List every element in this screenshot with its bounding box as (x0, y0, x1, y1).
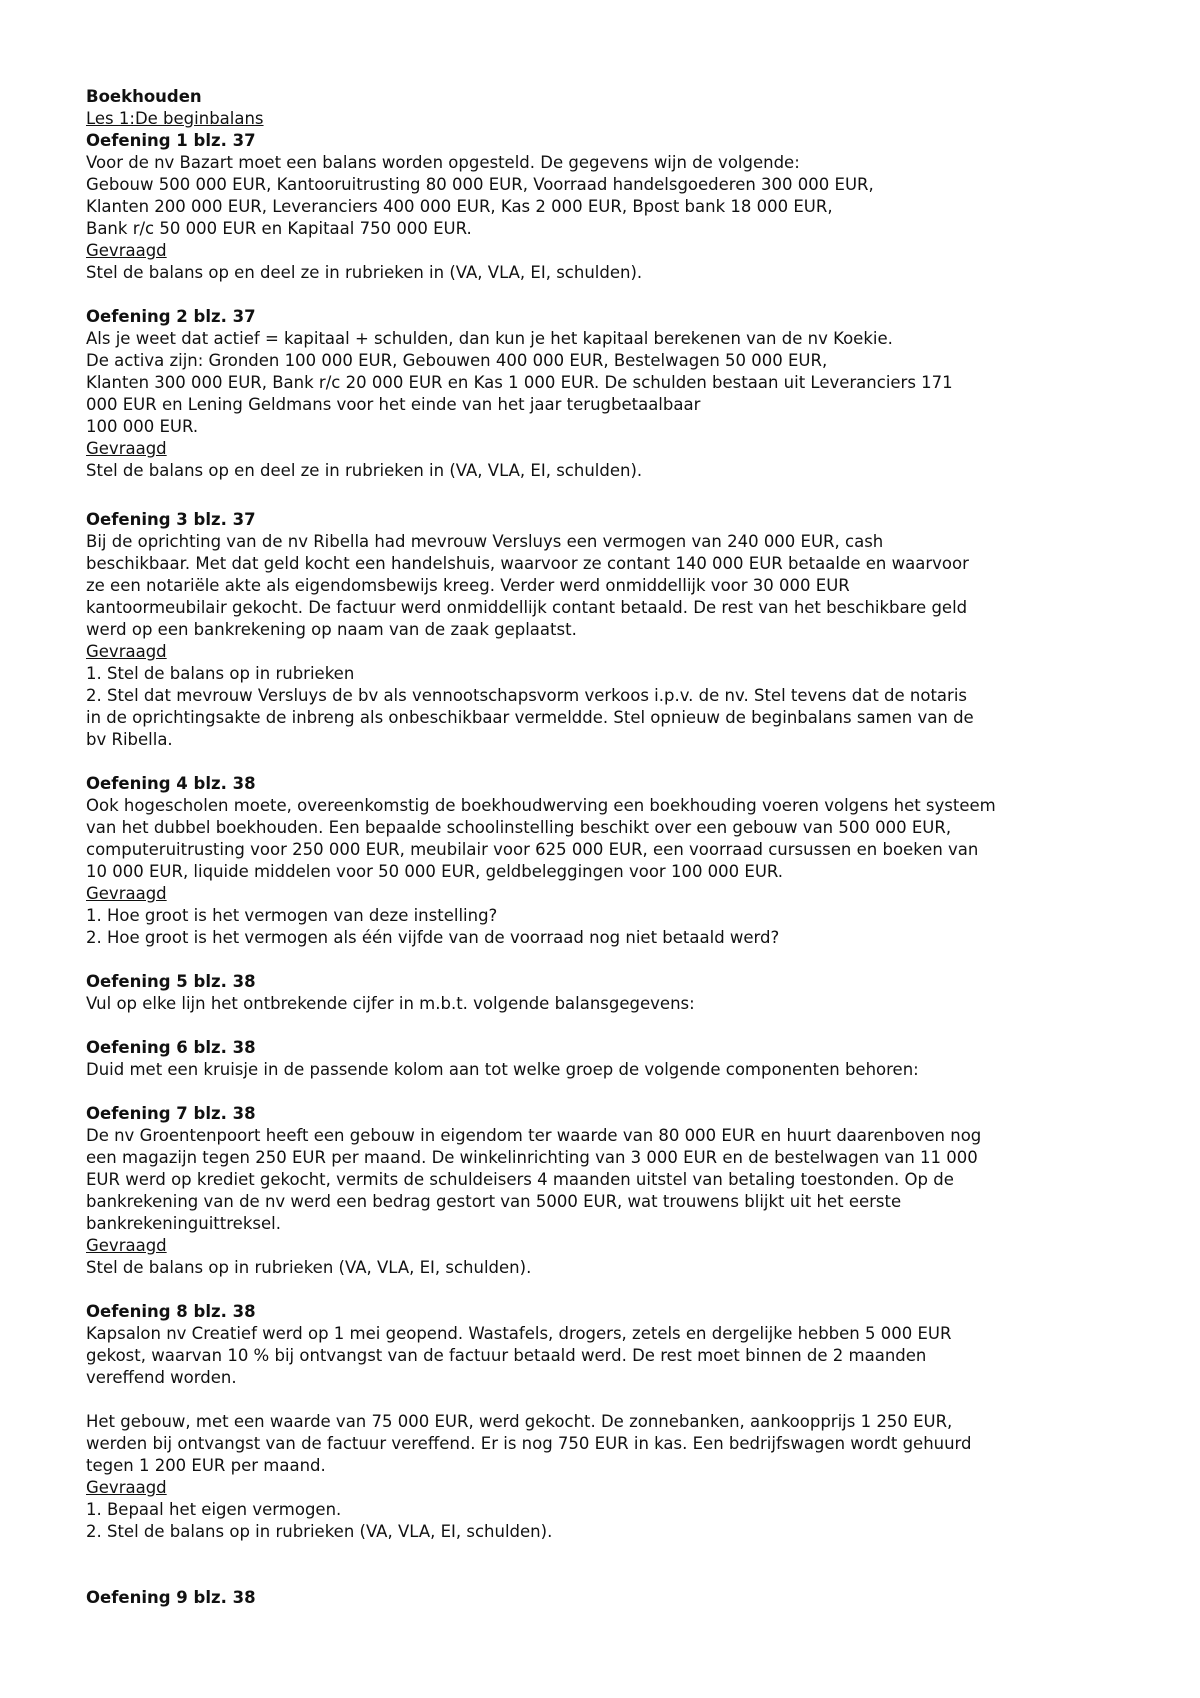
gevraagd-label: Gevraagd (86, 1236, 167, 1255)
exercise-task: 1. Bepaal het eigen vermogen. (86, 1500, 342, 1519)
exercise-7 (86, 1103, 1126, 1279)
exercise-5 (86, 971, 1126, 1015)
exercise-1 (86, 130, 1126, 284)
exercise-heading: Oefening 9 blz. 38 (86, 1588, 256, 1607)
exercise-task: 2. Stel de balans op in rubrieken (VA, VLA, EI, schulden). (86, 1522, 553, 1541)
exercise-text: Ook hogescholen moete, overeenkomstig de boekhoudwerving een boekhouding voeren volgens het systeem (86, 796, 996, 815)
gevraagd-label: Gevraagd (86, 439, 167, 458)
exercise-text: vereffend worden. (86, 1368, 237, 1387)
exercise-task: 2. Stel dat mevrouw Versluys de bv als vennootschapsvorm verkoos i.p.v. de nv. Stel tevens dat de notaris (86, 686, 968, 705)
exercise-heading: Oefening 1 blz. 37 (86, 131, 256, 150)
exercise-9 (86, 1587, 1126, 1609)
exercise-text: 100 000 EUR. (86, 417, 199, 436)
document-title: Boekhouden (86, 87, 202, 106)
exercise-text: Duid met een kruisje in de passende kolom aan tot welke groep de volgende componenten behoren: (86, 1060, 919, 1079)
exercise-task: bv Ribella. (86, 730, 173, 749)
exercise-task: Stel de balans op en deel ze in rubrieken in (VA, VLA, EI, schulden). (86, 461, 643, 480)
exercise-task: Stel de balans op en deel ze in rubrieken in (VA, VLA, EI, schulden). (86, 263, 643, 282)
exercise-text: Het gebouw, met een waarde van 75 000 EUR, werd gekocht. De zonnebanken, aankoopprijs 1 250 EUR, (86, 1412, 953, 1431)
exercise-text: computeruitrusting voor 250 000 EUR, meubilair voor 625 000 EUR, een voorraad cursussen en boeken van (86, 840, 979, 859)
exercise-text: Bank r/c 50 000 EUR en Kapitaal 750 000 EUR. (86, 219, 472, 238)
exercise-3 (86, 509, 1126, 751)
gevraagd-label: Gevraagd (86, 642, 167, 661)
lesson-title: Les 1:De beginbalans (86, 109, 264, 128)
exercise-8 (86, 1301, 1126, 1543)
exercise-text: Voor de nv Bazart moet een balans worden opgesteld. De gegevens wijn de volgende: (86, 153, 800, 172)
exercise-heading: Oefening 8 blz. 38 (86, 1302, 256, 1321)
exercise-text: EUR werd op krediet gekocht, vermits de schuldeisers 4 maanden uitstel van betaling toestonden. Op de (86, 1170, 954, 1189)
exercise-text: De nv Groentenpoort heeft een gebouw in eigendom ter waarde van 80 000 EUR en huurt daarenboven nog (86, 1126, 982, 1145)
exercise-text: bankrekeninguittreksel. (86, 1214, 281, 1233)
document-page (86, 86, 1126, 1609)
exercise-task: 1. Hoe groot is het vermogen van deze instelling? (86, 906, 498, 925)
exercise-text: beschikbaar. Met dat geld kocht een handelshuis, waarvoor ze contant 140 000 EUR betaalde en waarvoor (86, 554, 969, 573)
exercise-text: gekost, waarvan 10 % bij ontvangst van de factuur betaald werd. De rest moet binnen de 2 maanden (86, 1346, 927, 1365)
exercise-text: Klanten 200 000 EUR, Leveranciers 400 000 EUR, Kas 2 000 EUR, Bpost bank 18 000 EUR, (86, 197, 833, 216)
exercise-text: De activa zijn: Gronden 100 000 EUR, Gebouwen 400 000 EUR, Bestelwagen 50 000 EUR, (86, 351, 828, 370)
exercise-text: Kapsalon nv Creatief werd op 1 mei geopend. Wastafels, drogers, zetels en dergelijke hebben 5 000 EUR (86, 1324, 952, 1343)
exercise-text: Klanten 300 000 EUR, Bank r/c 20 000 EUR en Kas 1 000 EUR. De schulden bestaan uit Leveranciers 171 (86, 373, 953, 392)
exercise-heading: Oefening 6 blz. 38 (86, 1038, 256, 1057)
exercise-text: werden bij ontvangst van de factuur vereffend. Er is nog 750 EUR in kas. Een bedrijfswagen wordt gehuurd (86, 1434, 972, 1453)
gevraagd-label: Gevraagd (86, 884, 167, 903)
gevraagd-label: Gevraagd (86, 1478, 167, 1497)
exercise-text: tegen 1 200 EUR per maand. (86, 1456, 326, 1475)
exercise-task: 1. Stel de balans op in rubrieken (86, 664, 355, 683)
exercise-2 (86, 306, 1126, 482)
exercise-text: ze een notariële akte als eigendomsbewijs kreeg. Verder werd onmiddellijk voor 30 000 EUR (86, 576, 850, 595)
exercise-text: 10 000 EUR, liquide middelen voor 50 000 EUR, geldbeleggingen voor 100 000 EUR. (86, 862, 784, 881)
exercise-text: een magazijn tegen 250 EUR per maand. De winkelinrichting van 3 000 EUR en de bestelwagen van 11 000 (86, 1148, 978, 1167)
exercise-6 (86, 1037, 1126, 1081)
exercise-task: in de oprichtingsakte de inbreng als onbeschikbaar vermeldde. Stel opnieuw de beginbalans samen van de (86, 708, 974, 727)
exercise-heading: Oefening 4 blz. 38 (86, 774, 256, 793)
exercise-text: werd op een bankrekening op naam van de zaak geplaatst. (86, 620, 577, 639)
exercise-text: Vul op elke lijn het ontbrekende cijfer in m.b.t. volgende balansgegevens: (86, 994, 695, 1013)
exercise-text: Bij de oprichting van de nv Ribella had mevrouw Versluys een vermogen van 240 000 EUR, cash (86, 532, 884, 551)
exercise-heading: Oefening 3 blz. 37 (86, 510, 256, 529)
exercise-text: 000 EUR en Lening Geldmans voor het einde van het jaar terugbetaalbaar (86, 395, 701, 414)
exercise-task: 2. Hoe groot is het vermogen als één vijfde van de voorraad nog niet betaald werd? (86, 928, 780, 947)
exercise-task: Stel de balans op in rubrieken (VA, VLA, EI, schulden). (86, 1258, 532, 1277)
exercise-text: Als je weet dat actief = kapitaal + schulden, dan kun je het kapitaal berekenen van de nv Koekie. (86, 329, 893, 348)
exercise-heading: Oefening 7 blz. 38 (86, 1104, 256, 1123)
exercise-heading: Oefening 5 blz. 38 (86, 972, 256, 991)
exercise-text: kantoormeubilair gekocht. De factuur werd onmiddellijk contant betaald. De rest van het beschikbare geld (86, 598, 968, 617)
exercise-text: bankrekening van de nv werd een bedrag gestort van 5000 EUR, wat trouwens blijkt uit het eerste (86, 1192, 902, 1211)
exercise-text: Gebouw 500 000 EUR, Kantooruitrusting 80 000 EUR, Voorraad handelsgoederen 300 000 EUR, (86, 175, 874, 194)
exercise-4 (86, 773, 1126, 949)
gevraagd-label: Gevraagd (86, 241, 167, 260)
exercise-text: van het dubbel boekhouden. Een bepaalde schoolinstelling beschikt over een gebouw van 500 000 EUR, (86, 818, 952, 837)
exercise-heading: Oefening 2 blz. 37 (86, 307, 256, 326)
